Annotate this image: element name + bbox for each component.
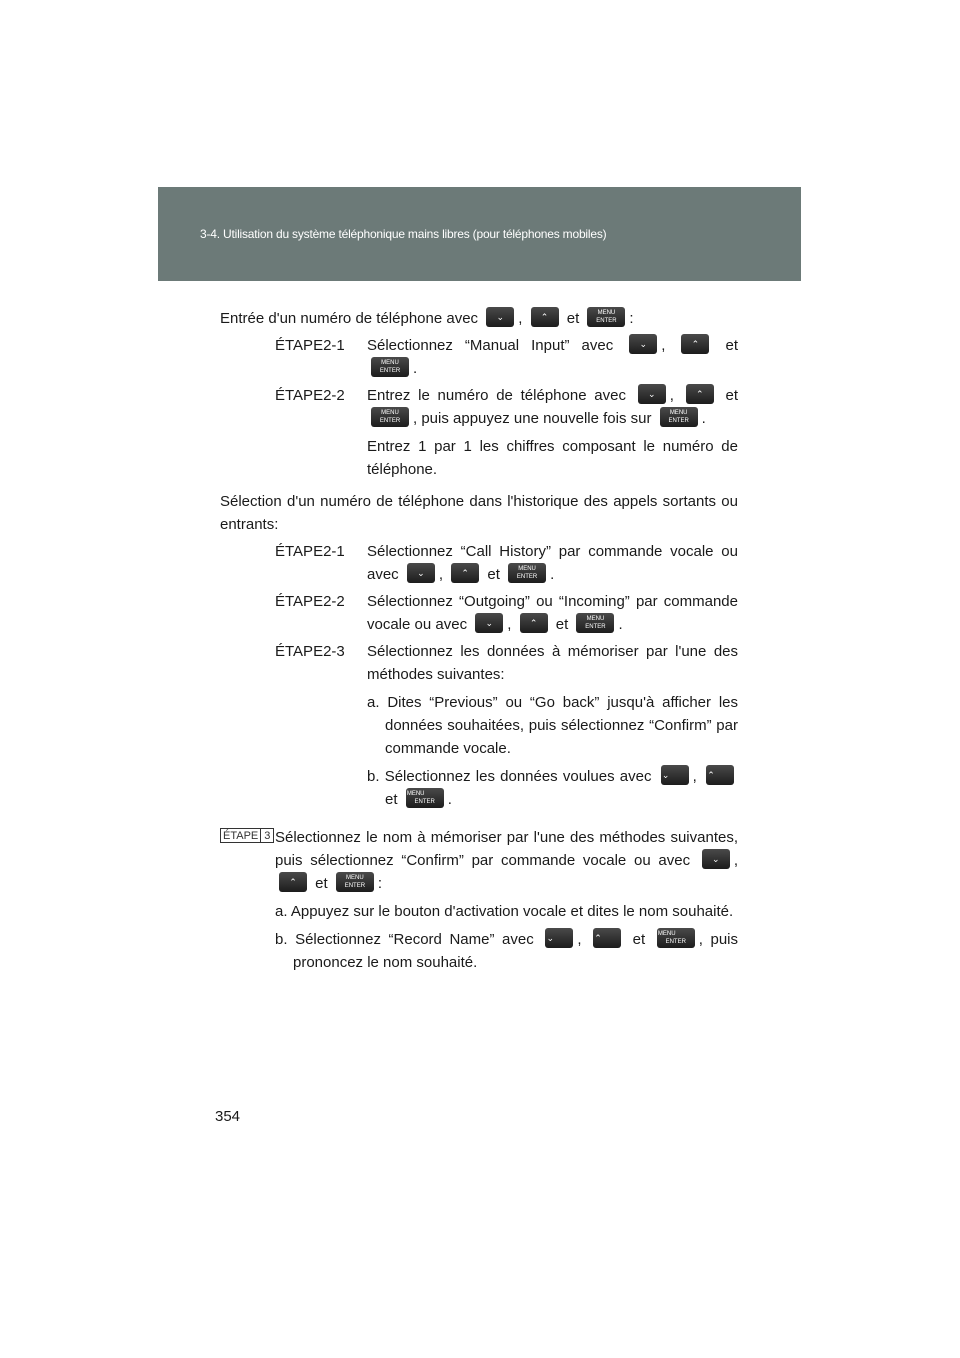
option-b-text: b. Sélectionnez les données voulues avec [367, 768, 652, 785]
step-3-text: Sélectionnez le nom à mémoriser par l'une des méthodes suivantes, puis sélectionnez “Confirm” par commande vocale ou avec ⌄ , ⌃ et MENU ENTER : [275, 829, 738, 892]
step-3-main: Sélectionnez le nom à mémoriser par l'une des méthodes suivantes, puis sélectionnez “Confirm” par commande vocale ou avec [275, 829, 738, 869]
step-text: Sélectionnez “Manual Input” avec [367, 337, 614, 354]
chevron-down-icon: ⌄ [661, 765, 689, 785]
menu-enter-icon: MENU ENTER [336, 872, 374, 892]
step-label: ÉTAPE2-1 [275, 543, 345, 560]
menu-enter-icon [587, 307, 625, 327]
step-label: ÉTAPE2-3 [275, 643, 345, 660]
conjunction: et [725, 387, 739, 404]
section-title: 3-4. Utilisation du système téléphonique mains libres (pour téléphones mobiles) [200, 227, 607, 241]
step-2-2-history [220, 590, 738, 636]
step-text: Entrez le numéro de téléphone avec [367, 387, 626, 404]
step-text: Sélectionnez les données à mémoriser par l'une des méthodes suivantes: [367, 643, 738, 683]
manual-input-intro [220, 307, 738, 330]
intro-text: Entrée d'un numéro de téléphone avec [220, 310, 479, 327]
menu-enter-icon: MENU ENTER [371, 357, 409, 377]
step-3 [220, 826, 738, 979]
chevron-up-icon: ⌃ [451, 563, 479, 583]
page-number: 354 [215, 1108, 241, 1125]
option-b: b. Sélectionnez les données voulues avec ⌄ , ⌃ et MENU ENTER . [367, 765, 738, 811]
menu-enter-icon: MENU ENTER [508, 563, 546, 583]
chevron-up-icon: ⌃ [593, 928, 621, 948]
conjunction: et [566, 310, 580, 327]
chevron-up-icon: ⌃ [279, 872, 307, 892]
step-2-2-manual [220, 384, 738, 486]
chevron-up-icon: ⌃ [531, 307, 559, 327]
step-3-option-b-text: b. Sélectionnez “Record Name” avec [275, 931, 534, 948]
step-2-1-history [220, 540, 738, 586]
chevron-up-icon: ⌃ [681, 334, 709, 354]
chevron-up-icon: ⌃ [686, 384, 714, 404]
chevron-down-icon: ⌄ [702, 849, 730, 869]
chevron-down-icon: ⌄ [475, 613, 503, 633]
conjunction: et [555, 616, 569, 633]
conjunction: et [385, 791, 398, 808]
dot: . [413, 360, 418, 377]
step-3-option-a: a. Appuyez sur le bouton d'activation vocale et dites le nom souhaité. [275, 903, 734, 920]
step-text-b: , puis appuyez une nouvelle fois sur [413, 410, 652, 427]
step-body [367, 384, 738, 486]
enter-line1: MENU [597, 310, 616, 317]
step-body: Sélectionnez “Outgoing” ou “Incoming” par commande vocale ou avec ⌄ , ⌃ et MENU ENTER . [367, 593, 738, 633]
step-2-1-manual [220, 334, 738, 380]
page-content [220, 307, 738, 983]
badge-number: 3 [261, 828, 274, 843]
step-label: ÉTAPE2-2 [275, 387, 345, 404]
conjunction: et [632, 931, 646, 948]
step-3-option-b: b. Sélectionnez “Record Name” avec ⌄ , ⌃ et MENU ENTER , puis prononcez le nom souhaité. [275, 928, 738, 974]
conjunction: et [315, 875, 328, 892]
step-text-line: Entrez le numéro de téléphone avec ⌄ , ⌃ et MENU ENTER , puis appuyez une nouvelle fois sur MENU ENTER . [367, 384, 738, 430]
separator: , [518, 310, 523, 327]
section-header-band [158, 187, 801, 281]
conjunction: et [487, 566, 500, 583]
chevron-up-icon: ⌃ [520, 613, 548, 633]
enter-line2: ENTER [596, 318, 617, 325]
menu-enter-icon: MENU ENTER [371, 407, 409, 427]
step-body: Sélectionnez “Call History” par commande vocale ou avec ⌄ , ⌃ et MENU ENTER . [367, 543, 738, 583]
menu-enter-icon: MENU ENTER [657, 928, 695, 948]
step-3-badge [220, 828, 270, 843]
chevron-down-icon: ⌄ [486, 307, 514, 327]
step-body [367, 640, 738, 816]
step-3-body [275, 826, 738, 979]
chevron-down-icon: ⌄ [407, 563, 435, 583]
chevron-up-icon: ⌃ [706, 765, 734, 785]
step-note: Entrez 1 par 1 les chiffres composant le numéro de téléphone. [367, 438, 738, 478]
history-intro: Sélection d'un numéro de téléphone dans l'historique des appels sortants ou entrants: [220, 493, 738, 533]
step-label: ÉTAPE2-1 [275, 337, 345, 354]
step-body: Sélectionnez “Manual Input” avec ⌄ , ⌃ et MENU ENTER . [367, 334, 738, 380]
step-3-option-b-tail: puis prononcez le nom souhaité. [293, 931, 739, 971]
menu-enter-icon: MENU ENTER [660, 407, 698, 427]
chevron-down-icon: ⌄ [545, 928, 573, 948]
step-2-3-history [220, 640, 738, 816]
conjunction: et [725, 337, 738, 354]
step-text: Sélectionnez “Call History” par commande vocale ou avec [367, 543, 738, 583]
menu-enter-icon: MENU ENTER [576, 613, 614, 633]
menu-enter-icon: MENU ENTER [406, 788, 444, 808]
step-label: ÉTAPE2-2 [275, 593, 345, 610]
step-text: Sélectionnez “Outgoing” ou “Incoming” par commande vocale ou avec [367, 593, 738, 633]
chevron-down-icon: ⌄ [629, 334, 657, 354]
colon: : [629, 310, 634, 327]
option-a: a. Dites “Previous” ou “Go back” jusqu'à afficher les données souhaitées, puis sélectionnez “Confirm” par commande vocale. [367, 694, 738, 757]
badge-word: ÉTAPE [220, 828, 261, 843]
chevron-down-icon: ⌄ [638, 384, 666, 404]
